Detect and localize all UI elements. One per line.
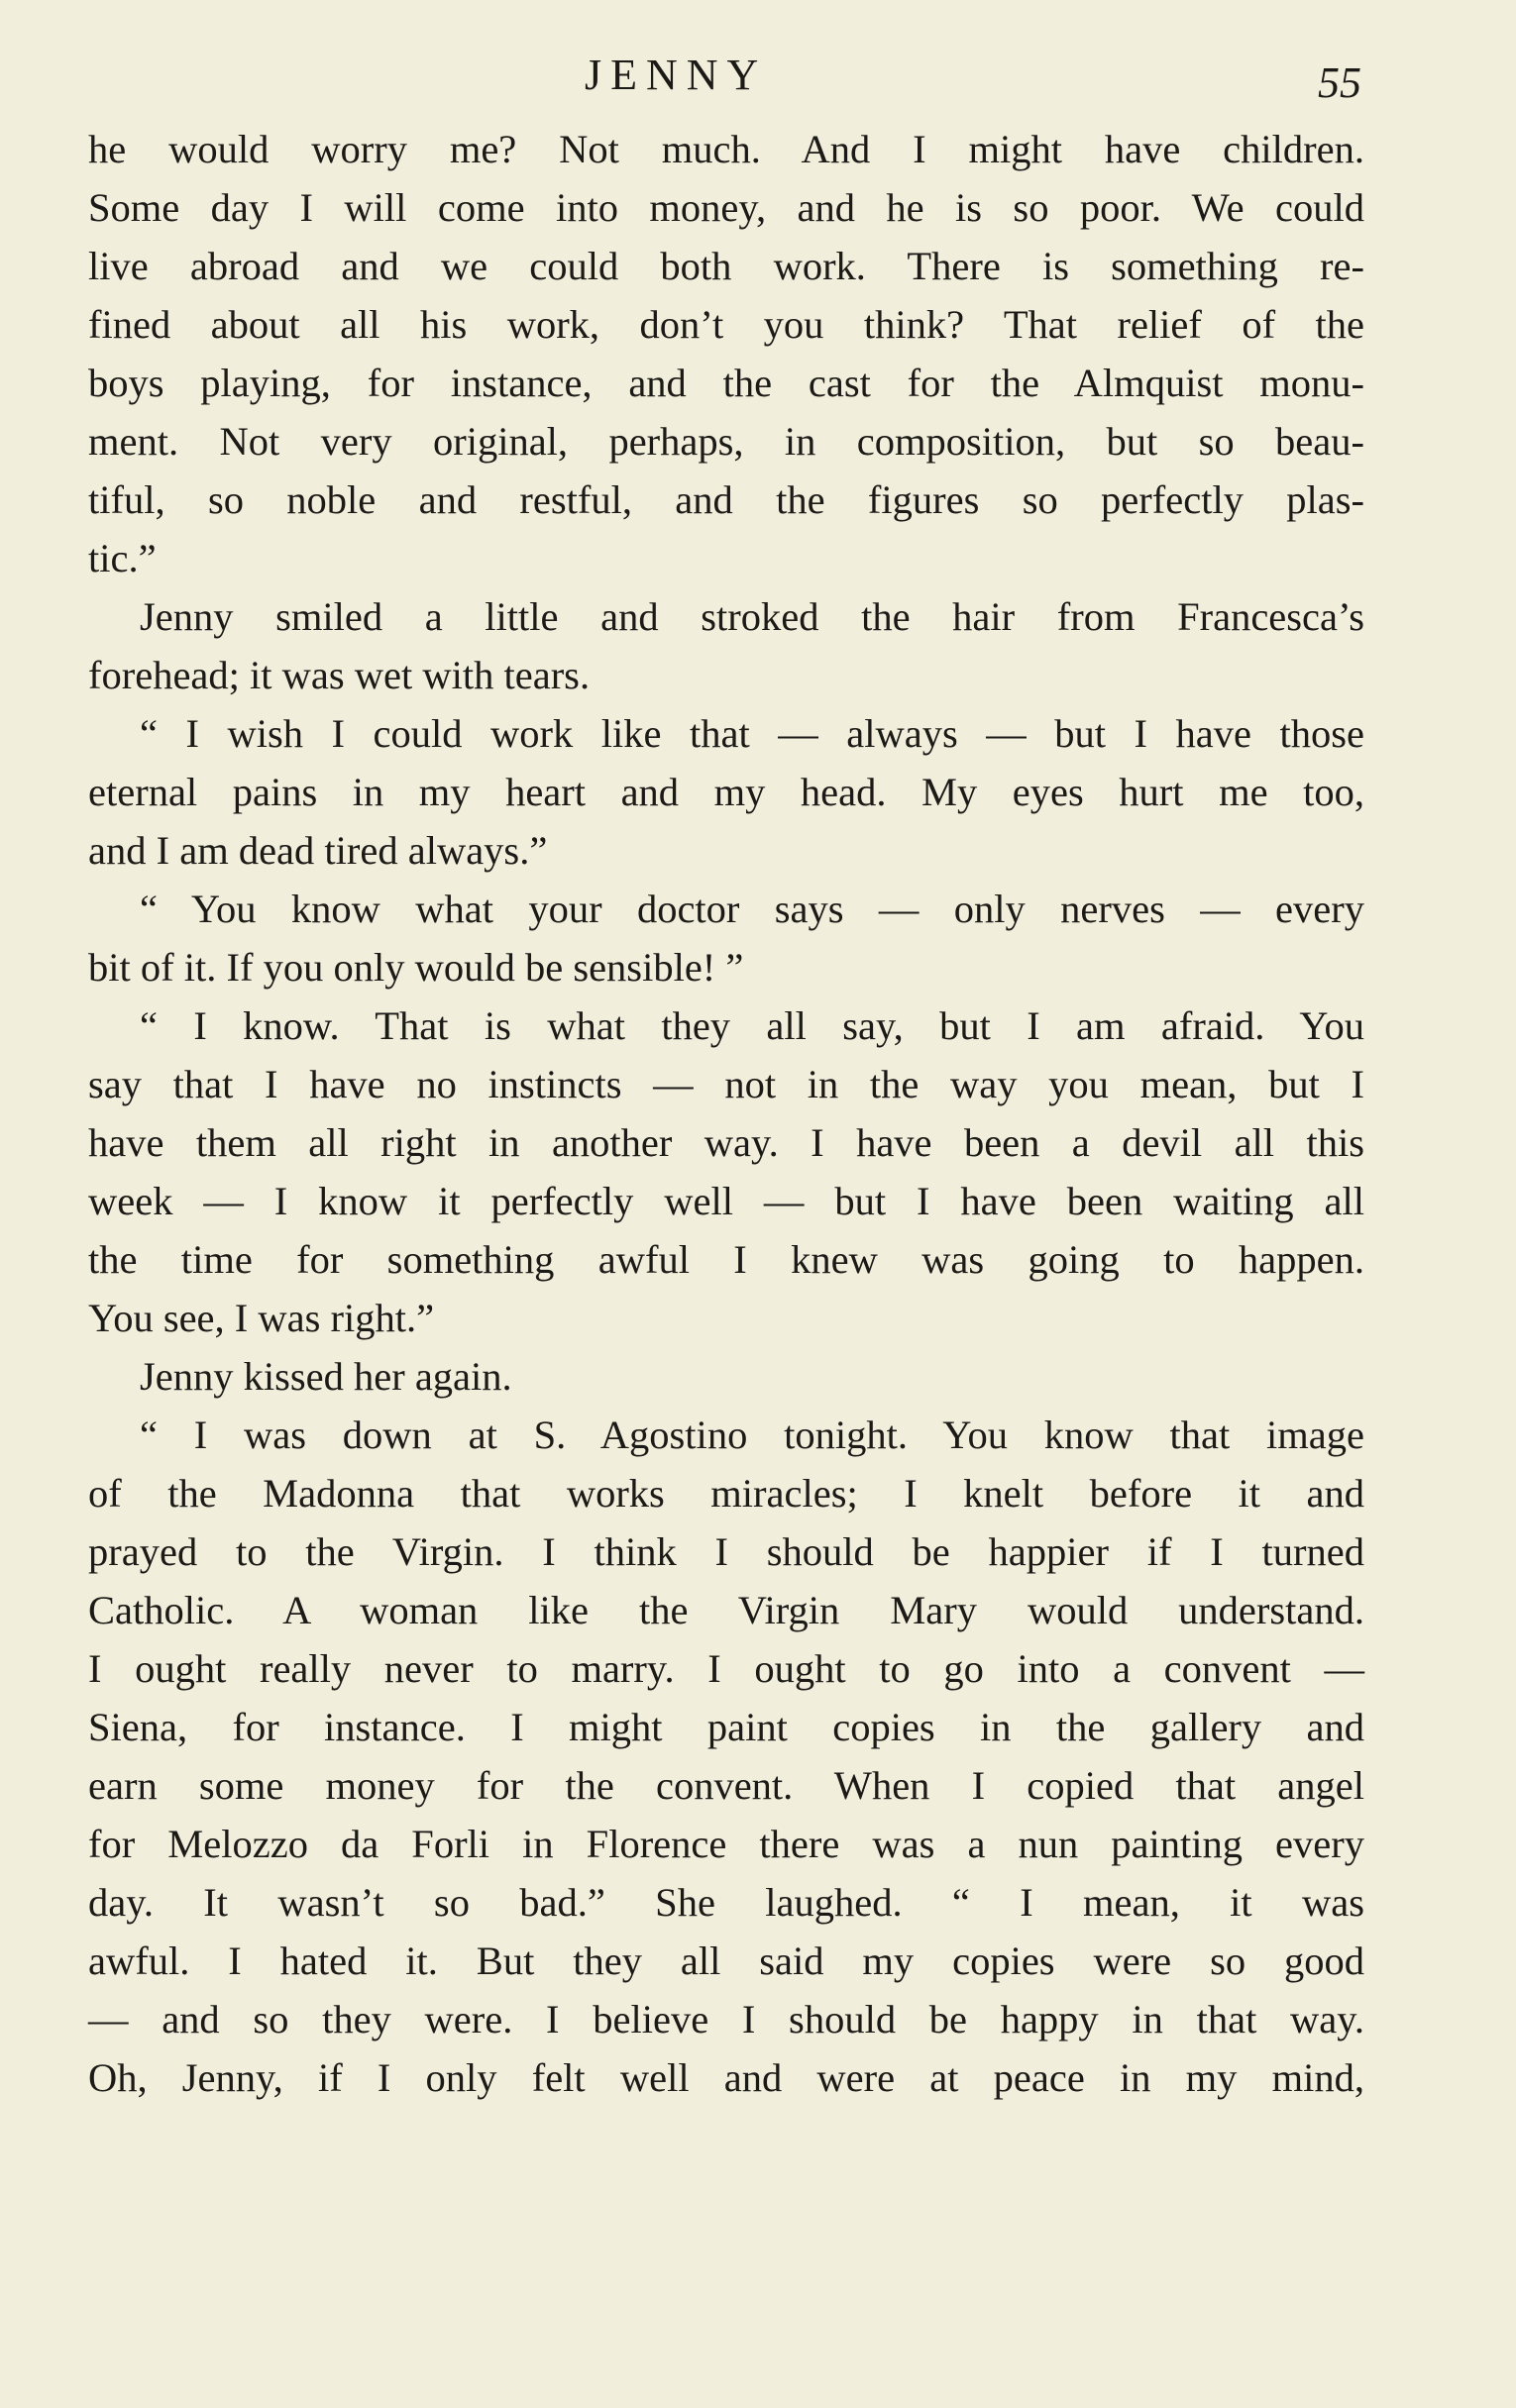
text-line: of the Madonna that works miracles; I knelt before it and <box>88 1471 1364 1516</box>
text-line: Jenny kissed her again. <box>140 1354 512 1399</box>
text-line: bit of it. If you only would be sensible! ” <box>88 945 744 990</box>
text-line: Some day I will come into money, and he is so poor. We could <box>88 185 1364 230</box>
text-line: tic.” <box>88 536 157 580</box>
body-text <box>88 120 1364 2107</box>
running-head-title: JENNY <box>585 51 768 99</box>
text-line: week — I know it perfectly well — but I have been waiting all <box>88 1179 1364 1223</box>
text-line: — and so they were. I believe I should be happy in that way. <box>88 1997 1364 2042</box>
text-line: live abroad and we could both work. There is something re- <box>88 244 1364 288</box>
text-line: he would worry me? Not much. And I might have children. <box>88 127 1364 171</box>
text-line: and I am dead tired always.” <box>88 828 548 873</box>
text-line: You see, I was right.” <box>88 1296 435 1340</box>
text-line: ment. Not very original, perhaps, in composition, but so beau- <box>88 419 1364 464</box>
text-line: tiful, so noble and restful, and the figures so perfectly plas- <box>88 477 1364 522</box>
text-line: for Melozzo da Forli in Florence there was a nun painting every <box>88 1822 1364 1866</box>
text-line: have them all right in another way. I have been a devil all this <box>88 1120 1364 1165</box>
text-line: boys playing, for instance, and the cast for the Almquist monu- <box>88 361 1364 405</box>
text-line: say that I have no instincts — not in the way you mean, but I <box>88 1062 1364 1106</box>
text-line: “ You know what your doctor says — only nerves — every <box>140 887 1364 931</box>
text-line: forehead; it was wet with tears. <box>88 653 591 697</box>
text-line: earn some money for the convent. When I copied that angel <box>88 1763 1364 1808</box>
text-line: “ I wish I could work like that — always — but I have those <box>140 711 1364 756</box>
text-line: the time for something awful I knew was going to happen. <box>88 1237 1364 1282</box>
text-line: awful. I hated it. But they all said my copies were so good <box>88 1938 1364 1983</box>
text-line: fined about all his work, don’t you think? That relief of the <box>88 302 1364 347</box>
text-line: I ought really never to marry. I ought to go into a convent — <box>88 1646 1364 1691</box>
text-line: Jenny smiled a little and stroked the hair from Francesca’s <box>140 594 1364 639</box>
text-line: “ I was down at S. Agostino tonight. You know that image <box>140 1413 1364 1457</box>
text-line: Siena, for instance. I might paint copies in the gallery and <box>88 1705 1364 1749</box>
text-line: day. It wasn’t so bad.” She laughed. “ I mean, it was <box>88 1880 1364 1925</box>
running-head <box>0 40 1516 107</box>
page-number: 55 <box>1318 58 1361 107</box>
text-line: “ I know. That is what they all say, but I am afraid. You <box>140 1003 1364 1048</box>
text-line: eternal pains in my heart and my head. My eyes hurt me too, <box>88 770 1364 814</box>
text-line: prayed to the Virgin. I think I should be happier if I turned <box>88 1529 1364 1574</box>
text-line: Catholic. A woman like the Virgin Mary would understand. <box>88 1588 1364 1632</box>
text-line: Oh, Jenny, if I only felt well and were at peace in my mind, <box>88 2055 1364 2100</box>
